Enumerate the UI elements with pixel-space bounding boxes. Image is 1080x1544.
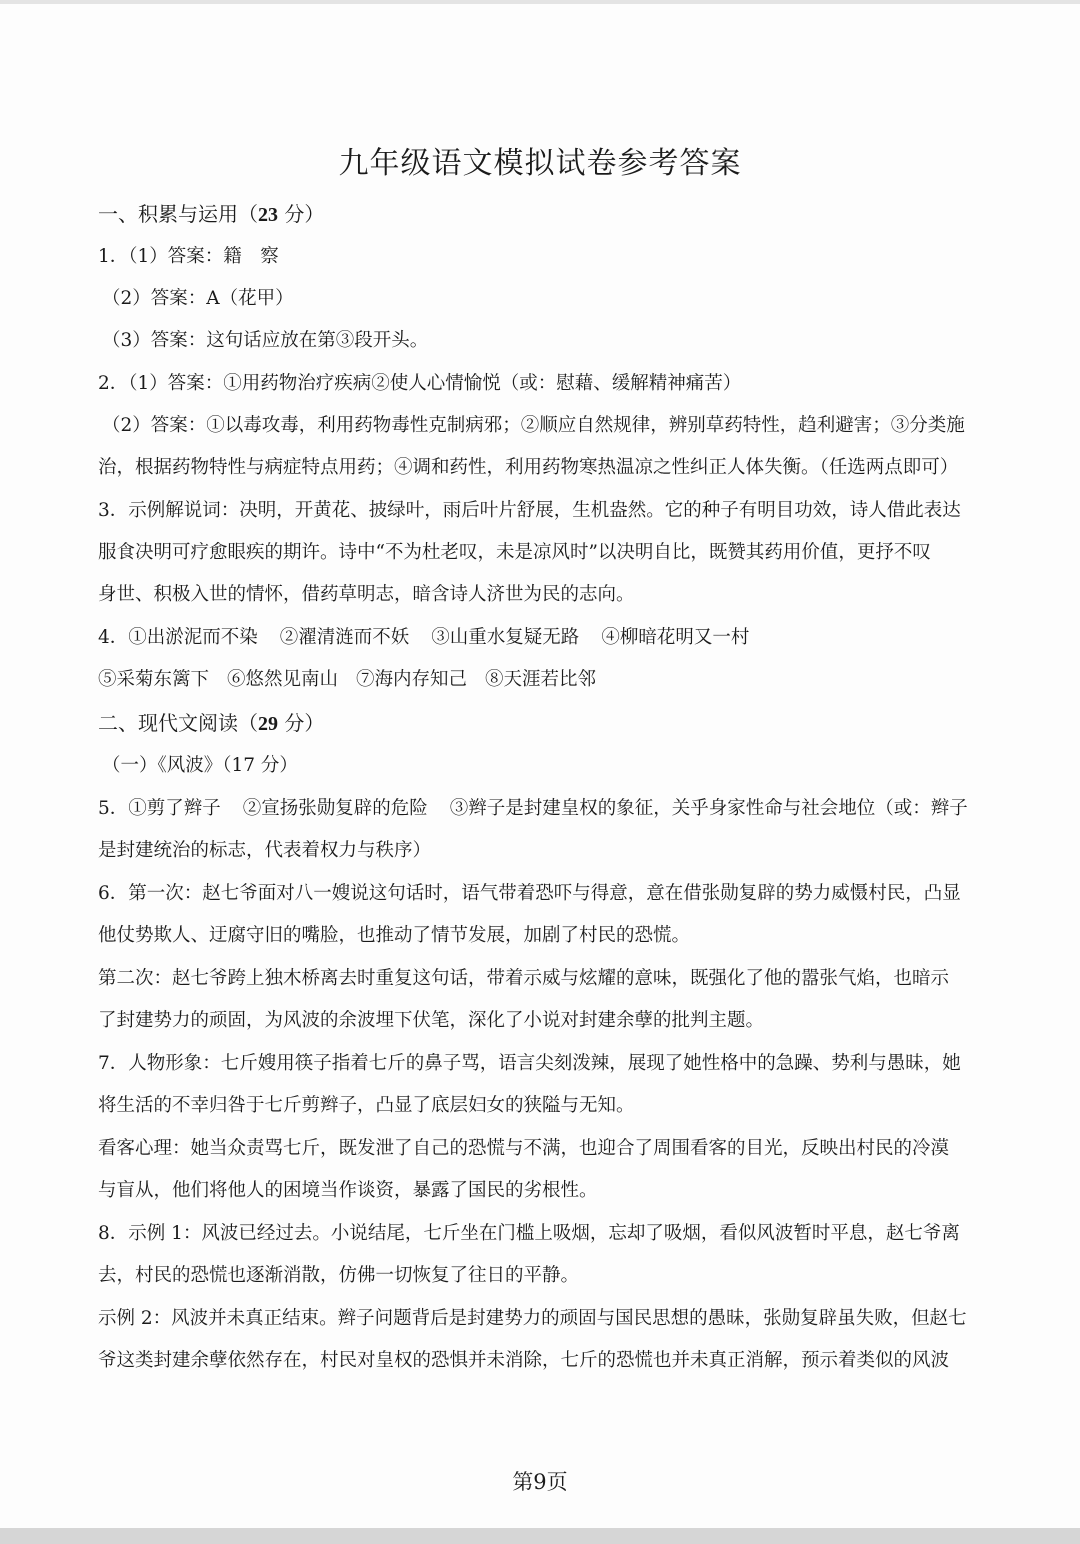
q8-answer-line1: 8．示例 1：风波已经过去。小说结尾，七斤坐在门槛上吸烟，忘却了吸烟，看似风波暂时平息，赵七爷离 — [98, 1223, 960, 1244]
q6-answer-line1: 6．第一次：赵七爷面对八一嫂说这句话时，语气带着恐吓与得意，意在借张勋复辟的势力威慑村民，凸显 — [98, 883, 961, 904]
page-title: 九年级语文模拟试卷参考答案 — [338, 146, 742, 181]
q8-answer-line2: 去，村民的恐慌也逐渐消散，仿佛一切恢复了往日的平静。 — [98, 1265, 580, 1286]
section-heading-1: 一、积累与运用（23 分） — [98, 202, 325, 226]
q5-item: 5．①剪了辫子 — [98, 798, 221, 819]
q7-answer-line1: 7．人物形象：七斤嫂用筷子指着七斤的鼻子骂，语言尖刻泼辣，展现了她性格中的急躁、势利与愚昧，她 — [98, 1053, 961, 1074]
q4-item: ⑤采菊东篱下 — [98, 669, 210, 690]
q1-answer-1: 1．（1）答案：籍 察 — [98, 246, 279, 267]
q5-item: ③辫子是封建皇权的象征，关乎身家性命与社会地位（或：辫子 — [449, 798, 968, 819]
q4-item: ②濯清涟而不妖 — [279, 627, 410, 648]
q4-item: ⑦海内存知己 — [356, 669, 468, 690]
q7-answer-line2: 将生活的不幸归咎于七斤剪辫子，凸显了底层妇女的狭隘与无知。 — [98, 1095, 635, 1116]
q3-answer-line2: 服食决明可疗愈眼疾的期许。诗中“不为杜老叹，未是凉风时”以决明自比，既赞其药用价值，更抒不叹 — [98, 542, 931, 563]
q5-item: ②宣扬张勋复辟的危险 — [242, 798, 428, 819]
q1-answer-2: （2）答案：A（花甲） — [102, 288, 294, 309]
page-number: 第9页 — [512, 1470, 568, 1494]
q8-answer-line4: 爷这类封建余孽依然存在，村民对皇权的恐惧并未消除，七斤的恐慌也并未真正消解，预示着类似的风波 — [98, 1350, 950, 1371]
q5-answer-line2: 是封建统治的标志，代表着权力与秩序） — [98, 840, 432, 861]
q2-answer-1: 2．（1）答案：①用药物治疗疾病②使人心情愉悦（或：慰藉、缓解精神痛苦） — [98, 373, 742, 394]
q4-item: ③山重水复疑无路 — [431, 627, 580, 648]
q2-answer-2-line1: （2）答案：①以毒攻毒，利用药物毒性克制病邪；②顺应自然规律，辨别草药特性，趋利避害；③分类施 — [102, 415, 965, 436]
q4-item: ⑥悠然见南山 — [227, 669, 339, 690]
q1-answer-3: （3）答案：这句话应放在第③段开头。 — [102, 330, 429, 351]
q6-answer-line3: 第二次：赵七爷跨上独木桥离去时重复这句话，带着示威与炫耀的意味，既强化了他的嚣张气焰，也暗示 — [98, 968, 950, 989]
q6-answer-line2: 他仗势欺人、迂腐守旧的嘴脸，也推动了情节发展，加剧了村民的恐慌。 — [98, 925, 691, 946]
q5-answer-line1 — [98, 797, 968, 821]
q2-answer-2-line2: 治，根据药物特性与病症特点用药；④调和药性，利用药物寒热温凉之性纠正人体失衡。（任选两点即可） — [98, 457, 959, 478]
page-top-edge — [0, 0, 1080, 4]
q4-answer-line2 — [98, 668, 596, 692]
q3-answer-line3: 身世、积极入世的情怀，借药草明志，暗含诗人济世为民的志向。 — [98, 584, 635, 605]
q7-answer-line4: 与盲从，他们将他人的困境当作谈资，暴露了国民的劣根性。 — [98, 1180, 598, 1201]
q7-answer-line3: 看客心理：她当众责骂七斤，既发泄了自己的恐慌与不满，也迎合了周围看客的目光，反映出村民的冷漠 — [98, 1138, 950, 1159]
q4-answer-line1 — [98, 626, 749, 650]
q4-item: ④柳暗花明又一村 — [601, 627, 750, 648]
q6-answer-line4: 了封建势力的顽固，为风波的余波埋下伏笔，深化了小说对封建余孽的批判主题。 — [98, 1010, 765, 1031]
subsection-heading: （一）《风波》（17 分） — [102, 755, 298, 776]
q4-item: 4．①出淤泥而不染 — [98, 627, 258, 648]
page-bottom-strip — [0, 1528, 1080, 1544]
q4-item: ⑧天涯若比邻 — [485, 669, 597, 690]
section-heading-2: 二、现代文阅读（29 分） — [98, 711, 325, 735]
q3-answer-line1: 3．示例解说词：决明，开黄花、披绿叶，雨后叶片舒展，生机盎然。它的种子有明目功效，诗人借此表达 — [98, 500, 961, 521]
q8-answer-line3: 示例 2：风波并未真正结束。辫子问题背后是封建势力的顽固与国民思想的愚昧，张勋复辟虽失败，但赵七 — [98, 1308, 967, 1329]
